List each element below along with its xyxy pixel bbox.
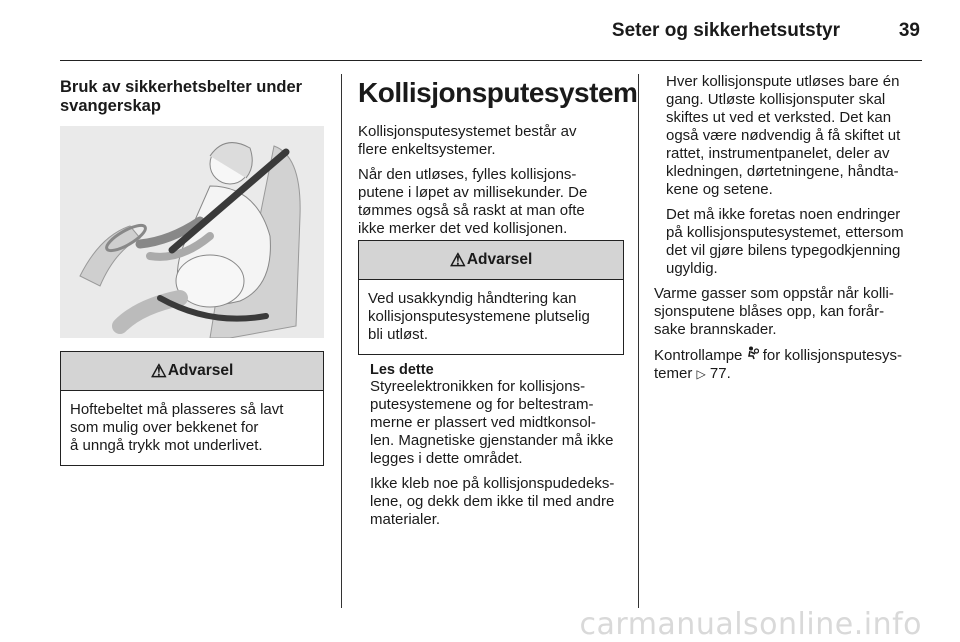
text-fragment: Kontrollampe	[654, 347, 743, 364]
warning-line: bli utløst.	[368, 326, 429, 343]
text-line: len. Magnetiske gjenstander må ikke	[370, 432, 614, 449]
left-column	[60, 72, 324, 116]
warning-header	[61, 352, 323, 391]
middle-column	[358, 72, 638, 245]
note-paragraph-covers	[370, 475, 626, 529]
text-line: flere enkeltsystemer.	[358, 141, 496, 158]
paragraph-airbag-replace	[654, 73, 924, 199]
warning-triangle-icon: ⚠	[150, 360, 167, 381]
section-heading-airbag: Kollisjonsputesystem	[358, 77, 638, 108]
text-line: også være nødvendig å få skiftet ut	[666, 127, 901, 144]
page-number: 39	[898, 20, 920, 41]
paragraph-airbag-deploy	[358, 166, 624, 238]
watermark: carmanualsonline.info	[579, 607, 922, 642]
text-line: kene og setene.	[666, 181, 773, 198]
text-line: ikke merker det ved kollisjonen.	[358, 220, 568, 237]
text-line: Kollisjonsputesystemet består av	[358, 123, 577, 140]
warning-header	[359, 241, 623, 280]
warning-title: Advarsel	[167, 362, 234, 379]
paragraph-control-lamp	[654, 346, 924, 383]
text-line: skiftes ut ved et verksted. Det kan	[666, 109, 892, 126]
text-line: lene, og dekk dem ikke til med andre	[370, 493, 615, 510]
text-line: gang. Utløste kollisjonsputer skal	[666, 91, 886, 108]
warning-line: å unngå trykk mot underlivet.	[70, 437, 263, 454]
warning-title: Advarsel	[466, 251, 533, 268]
illustration-pregnant-driver	[60, 126, 324, 338]
text-fragment: for kollisjonsputesys-	[762, 347, 902, 364]
warning-box-pregnancy	[60, 351, 324, 466]
warning-body	[359, 280, 623, 354]
note-les-dette	[370, 362, 626, 536]
column-divider-left	[341, 74, 342, 608]
text-line: Styreelektronikken for kollisjons-	[370, 378, 586, 395]
text-line: Varme gasser som oppstår når kolli-	[654, 285, 894, 302]
warning-line: kollisjonsputesystemene plutselig	[368, 308, 590, 325]
warning-line: Ved usakkyndig håndtering kan	[368, 290, 577, 307]
text-line: legges i dette området.	[370, 450, 523, 467]
text-line: på kollisjonsputesystemet, ettersom	[666, 224, 904, 241]
text-line: Når den utløses, fylles kollisjons-	[358, 166, 577, 183]
text-line: merne er plassert ved midtkonsol-	[370, 414, 596, 431]
warning-box-airbag	[358, 240, 624, 355]
text-line: kledningen, dørtetningene, håndta-	[666, 163, 899, 180]
warning-body	[61, 391, 323, 465]
paragraph-airbag-intro	[358, 123, 624, 159]
page-reference-arrow-icon: ▷	[696, 367, 706, 381]
text-line: putesystemene og for beltestram-	[370, 396, 594, 413]
warning-line: Hoftebeltet må plasseres så lavt	[70, 401, 284, 418]
text-line: det vil gjøre bilens typegodkjenning	[666, 242, 901, 259]
text-line: tømmes også så raskt at man ofte	[358, 202, 585, 219]
column-divider-right	[638, 74, 639, 608]
text-line: sake brannskader.	[654, 321, 777, 338]
text-line: Det må ikke foretas noen endringer	[666, 206, 901, 223]
section-heading-pregnancy: Bruk av sikkerhetsbelter under svangerskap	[60, 78, 303, 115]
page-header	[60, 0, 922, 61]
warning-triangle-icon: ⚠	[449, 249, 466, 270]
text-line: Ikke kleb noe på kollisjonspudedeks-	[370, 475, 615, 492]
text-line: materialer.	[370, 511, 441, 528]
warning-line: som mulig over bekkenet for	[70, 419, 259, 436]
text-line: putene i løpet av millisekunder. De	[358, 184, 588, 201]
airbag-warning-lamp-icon	[747, 346, 759, 365]
note-paragraph-electronics	[370, 378, 626, 468]
text-fragment: temer	[654, 365, 693, 382]
text-line: ugyldig.	[666, 260, 718, 277]
text-line: Hver kollisjonspute utløses bare én	[666, 73, 900, 90]
pregnant-driver-seatbelt-illustration	[60, 126, 324, 338]
paragraph-no-modifications	[654, 206, 924, 278]
page-title: Seter og sikkerhetsutstyr	[611, 20, 840, 41]
text-line: rattet, instrumentpanelet, deler av	[666, 145, 890, 162]
right-column	[654, 73, 924, 390]
text-line: sjonsputene blåses opp, kan forår-	[654, 303, 885, 320]
note-title: Les dette	[370, 362, 434, 378]
paragraph-hot-gases	[654, 285, 924, 339]
page-reference-link[interactable]: 77.	[709, 365, 731, 382]
